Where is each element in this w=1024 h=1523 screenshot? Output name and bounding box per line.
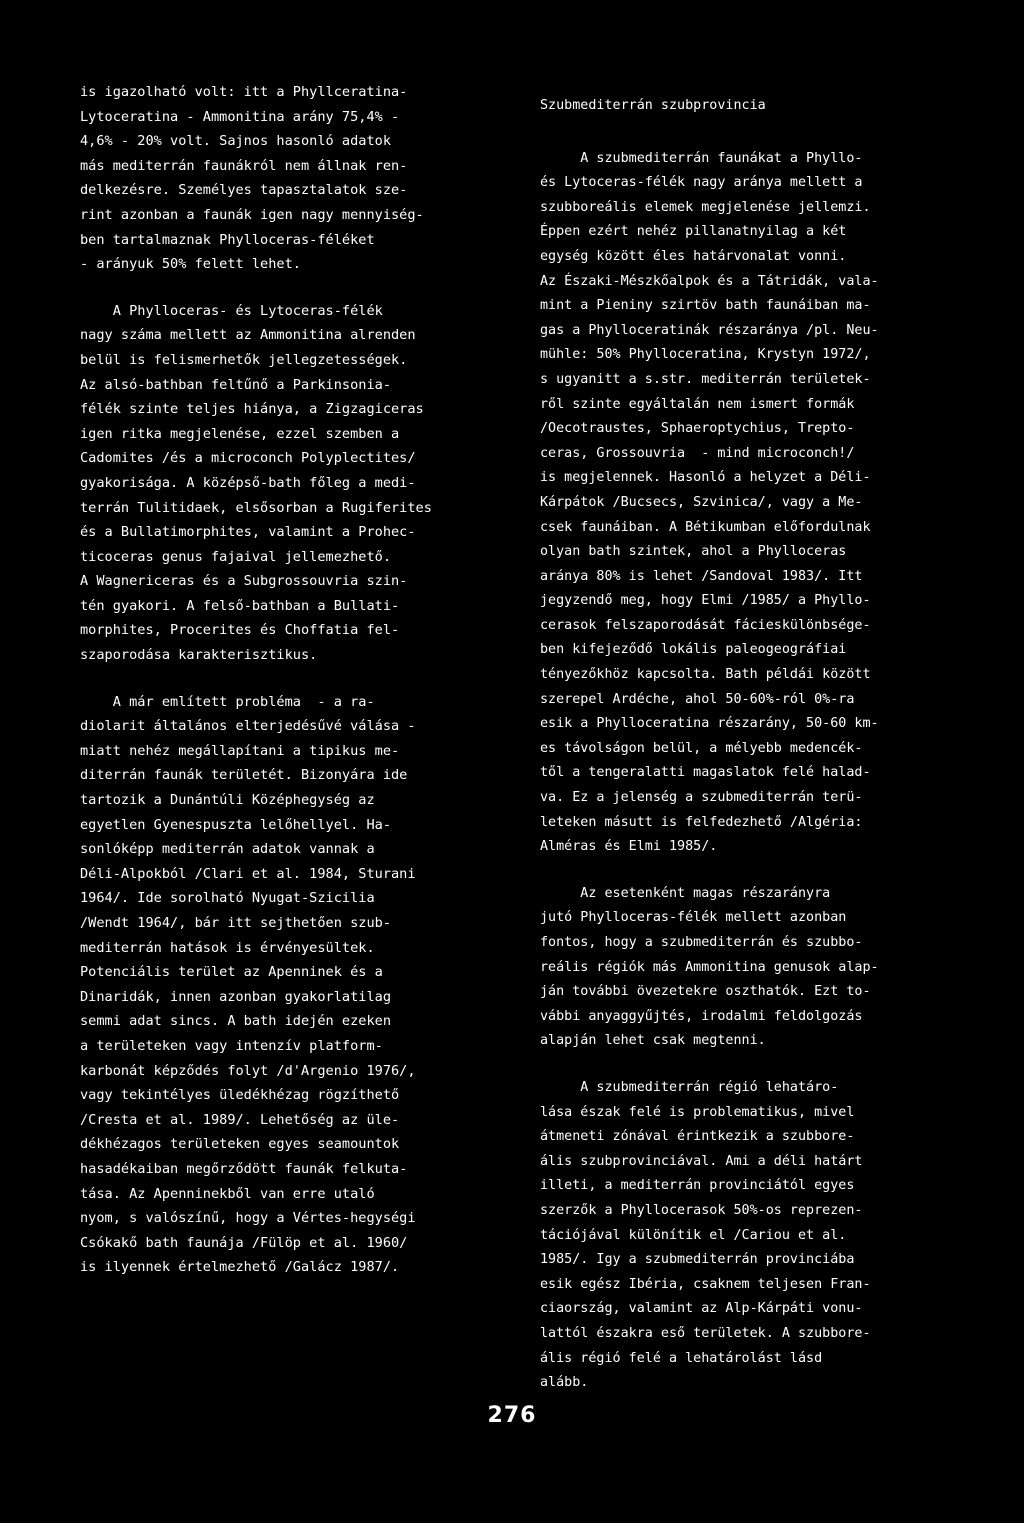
text-line: félék szinte teljes hiánya, a Zigzagiceras <box>80 401 424 418</box>
text-line: belül is felismerhetők jellegzetességek. <box>80 351 408 368</box>
right-text-column <box>540 80 960 1418</box>
text-line: is igazolható volt: itt a Phyllceratina- <box>80 84 408 100</box>
text-line: tén gyakori. A felső-bathban a Bullati- <box>80 597 400 614</box>
text-line: mediterrán hatások is érvényesültek. <box>80 939 375 956</box>
text-line: ről szinte egyáltalán nem ismert formák <box>540 396 855 412</box>
text-line: A szubmediterrán faunákat a Phyllo- <box>540 150 863 166</box>
text-line: aránya 80% is lehet /Sandoval 1983/. Itt <box>540 568 863 584</box>
text-line: Cadomites /és a microconch Polyplectites/ <box>80 450 416 467</box>
text-line: A Wagnericeras és a Subgrossouvria szin- <box>80 573 408 590</box>
text-line: Csókakő bath faunája /Fülöp et al. 1960/ <box>80 1234 408 1251</box>
text-line: is ilyennek értelmezhető /Galácz 1987/. <box>80 1259 400 1276</box>
text-line: A már említett probléma - a ra- <box>80 693 375 710</box>
text-line: ján további övezetekre oszthatók. Ezt to- <box>540 984 871 1000</box>
text-line: leteken másutt is felfedezhető /Algéria: <box>540 814 863 830</box>
text-line: A szubmediterrán régió lehatáro- <box>540 1079 839 1095</box>
paragraph <box>540 147 960 860</box>
text-line: 4,6% - 20% volt. Sajnos hasonló adatok <box>80 133 391 150</box>
text-line: semmi adat sincs. A bath idején ezeken <box>80 1013 391 1030</box>
paragraph <box>540 1076 960 1396</box>
text-line: terrán Tulitidaek, elsősorban a Rugiferites <box>80 499 432 516</box>
text-line: mint a Pieniny szirtöv bath faunáiban ma- <box>540 298 871 314</box>
text-line: A Phylloceras- és Lytoceras-félék <box>80 302 383 319</box>
text-line: illeti, a mediterrán provinciától egyes <box>540 1178 855 1194</box>
text-line: morphites, Procerites és Choffatia fel- <box>80 622 400 639</box>
text-line: tációjával különítik el /Cariou et al. <box>540 1227 847 1243</box>
text-line: 1985/. Igy a szubmediterrán provinciába <box>540 1252 855 1268</box>
paragraph <box>80 299 510 668</box>
text-line: más mediterrán faunákról nem állnak ren- <box>80 157 408 174</box>
text-line: ális régió felé a lehatárolást lásd <box>540 1350 823 1366</box>
text-line: egyetlen Gyenespuszta lelőhellyel. Ha- <box>80 816 391 833</box>
text-line: ticoceras genus fajaival jellemezhető. <box>80 548 391 565</box>
paragraph <box>540 882 960 1054</box>
text-line: jegyzendő meg, hogy Elmi /1985/ a Phyllo- <box>540 593 871 609</box>
text-line: től a tengeralatti magaslatok felé halad- <box>540 765 871 781</box>
text-line: lása észak felé is problematikus, mivel <box>540 1104 855 1120</box>
text-line: is megjelennek. Hasonló a helyzet a Déli- <box>540 470 871 486</box>
text-line: egység között éles határvonalat vonni. <box>540 248 847 264</box>
text-line: mühle: 50% Phylloceratina, Krystyn 1972/, <box>540 347 871 363</box>
text-line: és a Bullatimorphites, valamint a Prohec- <box>80 524 416 541</box>
text-line: es távolságon belül, a mélyebb medencék- <box>540 740 863 756</box>
text-line: ciaország, valamint az Alp-Kárpáti vonu- <box>540 1301 863 1317</box>
text-line: jutó Phylloceras-félék mellett azonban <box>540 910 847 926</box>
text-line: - arányuk 50% felett lehet. <box>80 256 301 273</box>
page-number: 276 <box>487 1403 537 1428</box>
text-line: /Oecotraustes, Sphaeroptychius, Trepto- <box>540 421 855 437</box>
text-line: ben kifejeződő lokális paleogeográfiai <box>540 642 847 658</box>
text-line: a területeken vagy intenzív platform- <box>80 1037 383 1054</box>
text-line: Az alsó-bathban feltűnő a Parkinsonia- <box>80 376 391 393</box>
text-line: tartozik a Dunántúli Középhegység az <box>80 792 375 809</box>
text-line: alább. <box>540 1375 589 1391</box>
text-line: s ugyanitt a s.str. mediterrán területek- <box>540 371 871 387</box>
text-line: delkezésre. Személyes tapasztalatok sze- <box>80 182 408 199</box>
text-line: szubboreális elemek megjelenése jellemzi. <box>540 199 871 215</box>
text-line: átmeneti zónával érintkezik a szubbore- <box>540 1129 855 1145</box>
text-line: diolarit általános elterjedésűvé válása - <box>80 718 416 735</box>
text-line: Lytoceratina - Ammonitina arány 75,4% - <box>80 108 400 125</box>
text-line: karbonát képződés folyt /d'Argenio 1976/, <box>80 1062 416 1079</box>
text-line: gas a Phylloceratinák részaránya /pl. Neu- <box>540 322 879 338</box>
text-line: rint azonban a faunák igen nagy mennyiség- <box>80 206 424 223</box>
text-line: 1964/. Ide sorolható Nyugat-Szicilia <box>80 890 375 907</box>
text-line: Kárpátok /Bucsecs, Szvinica/, vagy a Me- <box>540 494 863 510</box>
text-line: vagy tekintélyes üledékhézag rögzíthető <box>80 1087 400 1104</box>
text-line: esik egész Ibéria, csaknem teljesen Fran- <box>540 1276 871 1292</box>
text-line: Dinaridák, innen azonban gyakorlatilag <box>80 988 391 1005</box>
text-line: Alméras és Elmi 1985/. <box>540 839 718 855</box>
text-line: tása. Az Apenninekből van erre utaló <box>80 1185 375 1202</box>
text-line: miatt nehéz megállapítani a tipikus me- <box>80 742 400 759</box>
text-line: Éppen ezért nehéz pillanatnyilag a két <box>540 224 847 240</box>
text-line: lattól északra eső területek. A szubbore- <box>540 1325 871 1341</box>
text-line: ális szubprovinciával. Ami a déli határt <box>540 1153 863 1169</box>
text-line: olyan bath szintek, ahol a Phylloceras <box>540 544 847 560</box>
paragraph <box>80 80 510 277</box>
text-line: és Lytoceras-félék nagy aránya mellett a <box>540 175 863 191</box>
text-line: Déli-Alpokból /Clari et al. 1984, Sturani <box>80 865 416 882</box>
text-line: esik a Phylloceratina részarány, 50-60 km- <box>540 716 879 732</box>
left-text-column <box>80 80 510 1302</box>
text-line: Potenciális terület az Apenninek és a <box>80 964 383 981</box>
text-line: ben tartalmaznak Phylloceras-féléket <box>80 231 375 248</box>
text-line: szerzők a Phyllocerasok 50%-os reprezen- <box>540 1202 863 1218</box>
text-line: tényezőkhöz kapcsolta. Bath példái között <box>540 667 871 683</box>
text-line: nagy száma mellett az Ammonitina alrenden <box>80 327 416 344</box>
text-line: /Cresta et al. 1989/. Lehetőség az üle- <box>80 1111 400 1128</box>
text-line: fontos, hogy a szubmediterrán és szubbo- <box>540 935 863 950</box>
text-line: sonlóképp mediterrán adatok vannak a <box>80 841 375 858</box>
text-line: /Wendt 1964/, bár itt sejthetően szub- <box>80 915 391 931</box>
text-line: szaporodása karakterisztikus. <box>80 647 318 664</box>
text-line: Az Északi-Mészkőalpok és a Tátridák, vala- <box>540 273 879 289</box>
text-line: ceras, Grossouvria - mind microconch!/ <box>540 445 855 461</box>
text-line: dékhézagos területeken egyes seamountok <box>80 1136 400 1153</box>
paragraph <box>80 690 510 1280</box>
text-line: Az esetenként magas részarányra <box>540 885 831 901</box>
text-line: diterrán faunák területét. Bizonyára ide <box>80 767 408 784</box>
text-line: csek faunáiban. A Bétikumban előfordulnak <box>540 519 871 535</box>
text-line: va. Ez a jelenség a szubmediterrán terü- <box>540 790 863 806</box>
text-line: hasadékaiban megőrződött faunák felkuta- <box>80 1160 408 1177</box>
text-line: cerasok felszaporodását fácieskülönbsége- <box>540 617 871 633</box>
text-line: alapján lehet csak megtenni. <box>540 1033 766 1049</box>
text-line: vábbi anyaggyűjtés, irodalmi feldolgozás <box>540 1008 863 1024</box>
text-line: szerepel Ardéche, ahol 50-60%-ról 0%-ra <box>540 691 855 707</box>
text-line: reális régiók más Ammonitina genusok alap- <box>540 959 879 975</box>
text-line: gyakorisága. A középső-bath főleg a medi- <box>80 474 416 491</box>
section-heading: Szubmediterrán szubprovincia <box>540 98 766 113</box>
text-line: nyom, s valószínű, hogy a Vértes-hegységi <box>80 1210 416 1227</box>
text-line: igen ritka megjelenése, ezzel szemben a <box>80 425 400 442</box>
